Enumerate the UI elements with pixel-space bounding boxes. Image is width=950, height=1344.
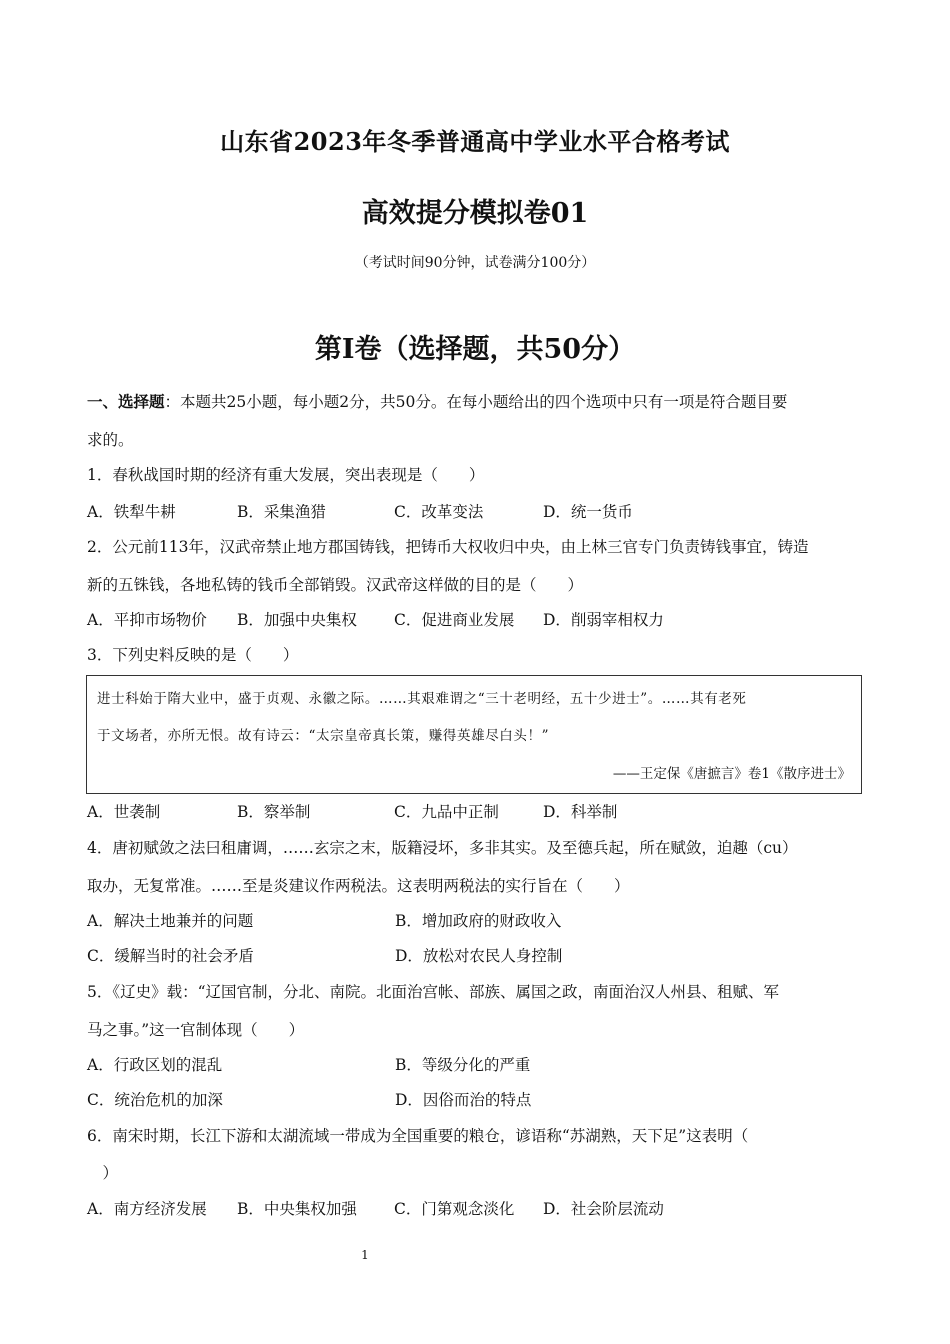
question-4-stem-line-1: 4．唐初赋敛之法曰租庸调，……玄宗之末，版籍浸坏，多非其实。及至德兵起，所在赋敛，迫趣（cu） xyxy=(87,839,798,857)
source-quote-box xyxy=(86,675,862,794)
quote-source: ——王定保《唐摭言》卷1《散序进士》 xyxy=(612,766,851,782)
question-1-stem: 1．春秋战国时期的经济有重大发展，突出表现是（ ） xyxy=(87,466,485,484)
question-2-option-d: D．削弱宰相权力 xyxy=(543,611,664,629)
quote-line-2: 于文场者，亦所无恨。故有诗云：“太宗皇帝真长策，赚得英雄尽白头！” xyxy=(97,728,550,744)
question-6-stem-line-2: ） xyxy=(87,1164,119,1182)
question-4-stem-line-2: 取办，无复常准。……至是炎建议作两税法。这表明两税法的实行旨在（ ） xyxy=(87,877,630,895)
section-heading: 第I卷（选择题，共50分） xyxy=(314,334,636,365)
question-5-stem-line-1: 5．《辽史》载：“辽国官制，分北、南院。北面治宫帐、部族、属国之政，南面治汉人州县、租赋、军 xyxy=(87,983,780,1001)
quote-line-1: 进士科始于隋大业中，盛于贞观、永徽之际。……其艰难谓之“三十老明经，五十少进士”。……其有老死 xyxy=(97,691,747,707)
question-3-option-c: C．九品中正制 xyxy=(394,803,499,821)
question-2-option-a: A．平抑市场物价 xyxy=(87,611,207,629)
question-3-option-b: B．察举制 xyxy=(237,803,311,821)
question-5-stem-line-2: 马之事。”这一官制体现（ ） xyxy=(87,1021,305,1039)
question-5-option-c: C．统治危机的加深 xyxy=(87,1091,223,1109)
question-2-stem-line-1: 2．公元前113年，汉武帝禁止地方郡国铸钱，把铸币大权收归中央，由上林三官专门负责铸钱事宜，铸造 xyxy=(87,538,809,556)
question-2-stem-line-2: 新的五铢钱，各地私铸的钱币全部销毁。汉武帝这样做的目的是（ ） xyxy=(87,576,584,594)
question-6-option-b: B．中央集权加强 xyxy=(237,1200,357,1218)
question-1-option-a: A．铁犁牛耕 xyxy=(87,503,176,521)
instructions-text: ：本题共25小题，每小题2分，共50分。在每小题给出的四个选项中只有一项是符合题目要 xyxy=(164,393,788,411)
question-5-option-d: D．因俗而治的特点 xyxy=(395,1091,532,1109)
question-1-option-c: C．改革变法 xyxy=(394,503,484,521)
question-4-option-a: A．解决土地兼并的问题 xyxy=(87,912,254,930)
question-3-option-d: D．科举制 xyxy=(543,803,618,821)
question-2-option-c: C．促进商业发展 xyxy=(394,611,515,629)
question-5-option-a: A．行政区划的混乱 xyxy=(87,1056,223,1074)
question-6-stem-line-1: 6．南宋时期，长江下游和太湖流域一带成为全国重要的粮仓，谚语称“苏湖熟，天下足”这表明（ xyxy=(87,1127,749,1145)
exam-title: 山东省2023年冬季普通高中学业水平合格考试 xyxy=(220,127,730,156)
question-4-option-c: C．缓解当时的社会矛盾 xyxy=(87,947,254,965)
instructions-line-2: 求的。 xyxy=(87,431,134,449)
page-number: 1 xyxy=(361,1248,369,1262)
question-2-option-b: B．加强中央集权 xyxy=(237,611,357,629)
question-1-option-b: B．采集渔猎 xyxy=(237,503,326,521)
question-6-option-a: A．南方经济发展 xyxy=(87,1200,207,1218)
question-4-option-d: D．放松对农民人身控制 xyxy=(395,947,563,965)
question-6-option-c: C．门第观念淡化 xyxy=(394,1200,515,1218)
question-6-option-d: D．社会阶层流动 xyxy=(543,1200,664,1218)
instructions-line-1 xyxy=(87,390,877,412)
question-3-option-a: A．世袭制 xyxy=(87,803,161,821)
question-4-option-b: B．增加政府的财政收入 xyxy=(395,912,562,930)
exam-subtitle: 高效提分模拟卷01 xyxy=(361,198,589,229)
exam-time-note: （考试时间90分钟，试卷满分100分） xyxy=(354,255,596,271)
instructions-label: 一、选择题 xyxy=(87,392,165,411)
question-3-stem: 3．下列史料反映的是（ ） xyxy=(87,646,299,664)
question-1-option-d: D．统一货币 xyxy=(543,503,633,521)
question-5-option-b: B．等级分化的严重 xyxy=(395,1056,531,1074)
